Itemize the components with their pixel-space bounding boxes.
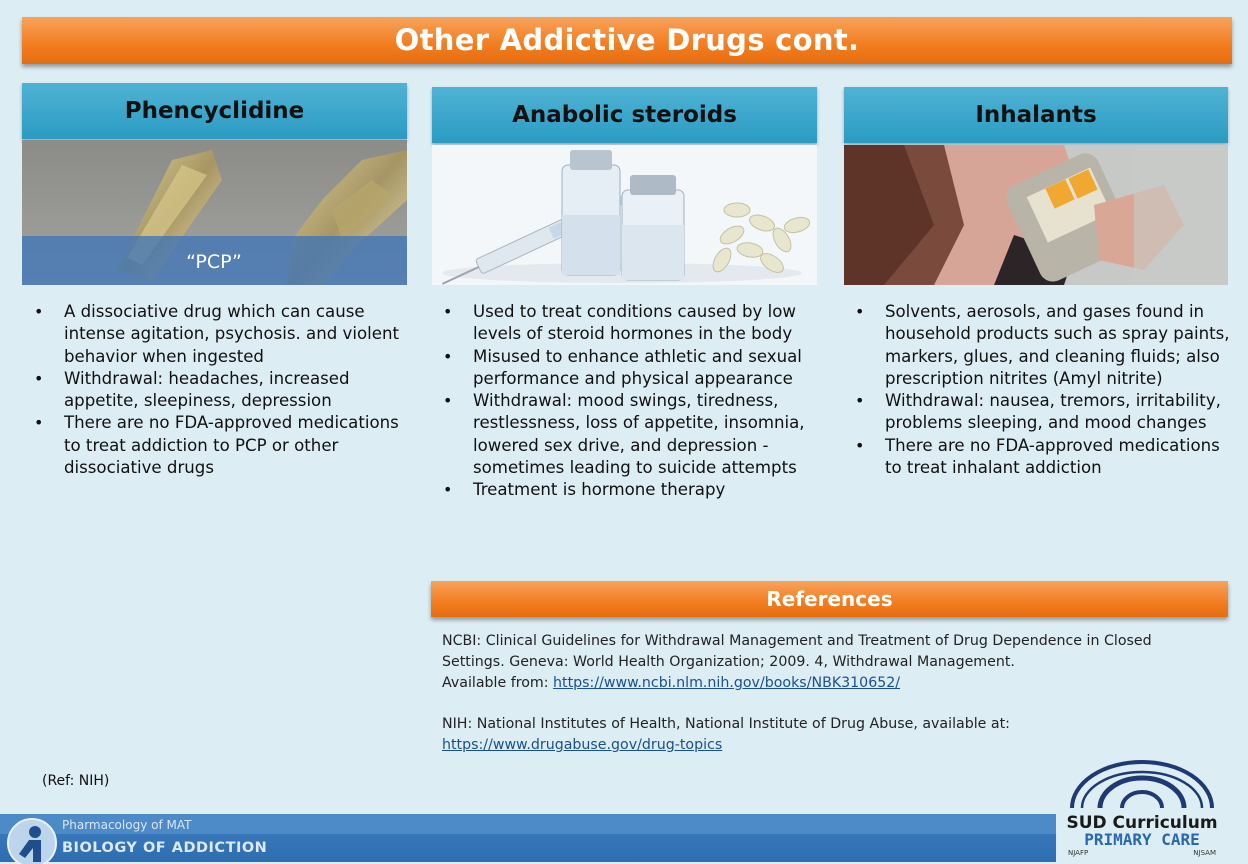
list-item: • Withdrawal: nausea, tremors, irritability, problems sleeping, and mood changes — [855, 391, 1221, 433]
logo-right-tag: NJSAM — [1193, 849, 1216, 857]
ref-note: (Ref: NIH) — [42, 773, 110, 789]
sud-curriculum-logo — [1062, 760, 1222, 858]
list-item: • Solvents, aerosols, and gases found in household products such as spray paints, markers, glues, and cleaning fluids; also prescription nitrites (Amyl nitrite) — [855, 302, 1230, 388]
ncbi-available-line: Available from: https://www.ncbi.nlm.nih.gov/books/NBK310652/ — [442, 674, 901, 691]
list-item: • There are no FDA-approved medications to treat inhalant addiction — [855, 435, 1220, 478]
logo-line-1: SUD Curriculum — [1066, 813, 1218, 833]
list-item: • Used to treat conditions caused by low levels of steroid hormones in the body — [443, 302, 796, 344]
syringe-vials-pills-image — [432, 145, 817, 285]
pcp-caption: “PCP” — [186, 251, 242, 273]
list-item: • Withdrawal: headaches, increased appetite, sleepiness, depression — [34, 368, 350, 411]
nih-line: NIH: National Institutes of Health, National Institute of Drug Abuse, available at: — [442, 716, 1010, 733]
references-text — [442, 631, 1202, 756]
ncbi-line-1: NCBI: Clinical Guidelines for Withdrawal Management and Treatment of Drug Dependence in Closed — [442, 633, 1152, 649]
nih-link-line — [442, 735, 1202, 756]
person-inhaling-can-image — [844, 145, 1228, 285]
bullet-list-phencyclidine — [34, 301, 406, 479]
ncbi-line-2: Settings. Geneva: World Health Organization; 2009. 4, Withdrawal Management. — [442, 653, 1015, 670]
bullet-list-inhalants — [855, 301, 1230, 479]
foil-wrapped-drug-image — [22, 140, 407, 285]
list-item: • Withdrawal: mood swings, tiredness, restlessness, loss of appetite, insomnia, lowered sex drive, and depression - sometimes leading to suicide attempts — [443, 391, 805, 478]
header-anabolic-steroids: Anabolic steroids — [432, 87, 817, 143]
footer-title: BIOLOGY OF ADDICTION — [62, 840, 268, 856]
references-heading: References — [431, 581, 1228, 617]
header-inhalants: Inhalants — [844, 87, 1228, 143]
list-item: • A dissociative drug which can cause intense agitation, psychosis. and violent behavior when ingested — [34, 302, 399, 366]
nih-link[interactable]: https://www.drugabuse.gov/drug-topics — [442, 736, 723, 753]
list-item: • There are no FDA-approved medications to treat addiction to PCP or other dissociative drugs — [34, 413, 399, 478]
footer-subtitle: Pharmacology of MAT — [62, 818, 192, 832]
header-phencyclidine: Phencyclidine — [22, 83, 407, 139]
list-item: • Misused to enhance athletic and sexual performance and physical appearance — [443, 346, 802, 388]
ncbi-link[interactable]: https://www.ncbi.nlm.nih.gov/books/NBK310652/ — [553, 674, 901, 691]
list-item: • Treatment is hormone therapy — [443, 480, 726, 500]
logo-line-2: PRIMARY CARE — [1084, 830, 1200, 849]
footer-bar — [0, 814, 1056, 862]
slide-title: Other Addictive Drugs cont. — [22, 17, 1232, 64]
bullet-list-anabolic-steroids — [443, 301, 818, 502]
logo-left-tag: NJAFP — [1068, 849, 1089, 857]
person-info-icon — [7, 818, 57, 864]
